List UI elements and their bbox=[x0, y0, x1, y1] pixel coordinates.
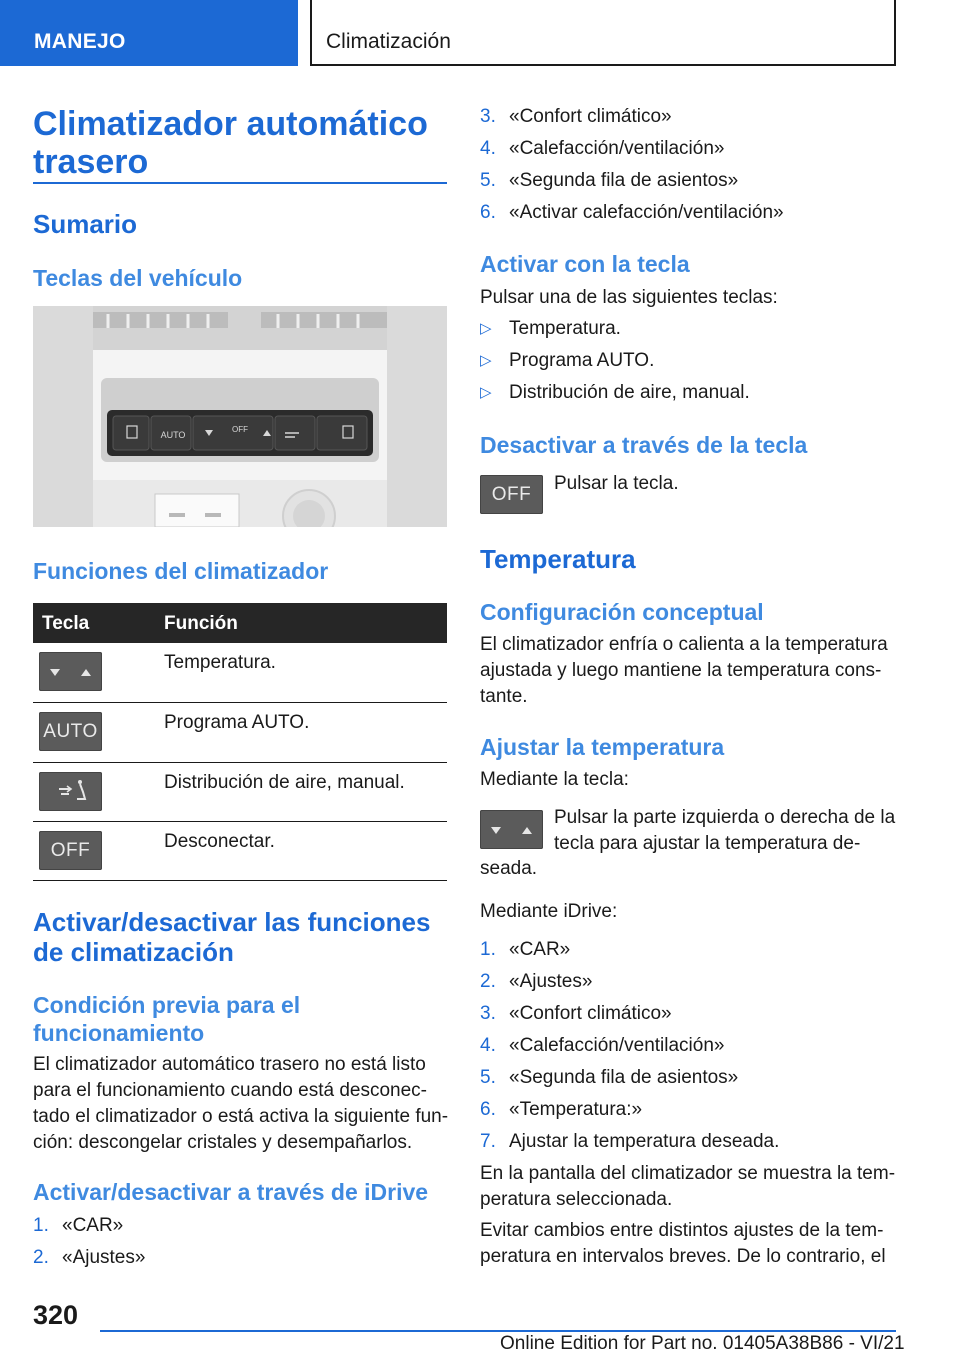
table-header-funcion: Función bbox=[164, 613, 238, 634]
page-title-line1: Climatizador automático bbox=[33, 105, 428, 143]
final-text-line: peratura en intervalos breves. De lo contrario, el bbox=[480, 1246, 886, 1267]
table-row-divider bbox=[33, 821, 447, 822]
final-text-line: peratura seleccionada. bbox=[480, 1189, 673, 1210]
table-row-divider bbox=[33, 880, 447, 881]
list-text: «Calefacción/ventilación» bbox=[509, 138, 725, 159]
list-text: «CAR» bbox=[62, 1215, 124, 1236]
temperature-arrows-key-icon bbox=[39, 652, 102, 691]
condicion-text-line: El climatizador automático trasero no está listo bbox=[33, 1054, 426, 1075]
list-number: 3. bbox=[480, 1003, 496, 1024]
heading-activar-line2: de climatización bbox=[33, 937, 234, 967]
heading-configuracion: Configuración conceptual bbox=[480, 599, 764, 625]
list-number: 5. bbox=[480, 170, 496, 191]
list-text: «Segunda fila de asientos» bbox=[509, 170, 739, 191]
heading-temperatura: Temperatura bbox=[480, 544, 636, 574]
list-number: 7. bbox=[480, 1131, 496, 1152]
table-header-tecla: Tecla bbox=[42, 613, 90, 634]
bullet-triangle-icon: ▷ bbox=[480, 352, 492, 369]
activar-tecla-text: Pulsar una de las siguientes teclas: bbox=[480, 287, 778, 308]
heading-activar-tecla: Activar con la tecla bbox=[480, 251, 690, 277]
ajustar-text-line: tecla para ajustar la temperatura de- bbox=[554, 833, 861, 854]
bullet-text: Programa AUTO. bbox=[509, 350, 655, 371]
bullet-triangle-icon: ▷ bbox=[480, 384, 492, 401]
off-key-label: OFF bbox=[491, 484, 532, 505]
table-row-text: Desconectar. bbox=[164, 831, 275, 852]
off-key-icon bbox=[480, 475, 543, 514]
heading-condicion-line1: Condición previa para el bbox=[33, 992, 301, 1018]
list-number: 5. bbox=[480, 1067, 496, 1088]
list-number: 2. bbox=[480, 971, 496, 992]
list-text: «Ajustes» bbox=[62, 1247, 146, 1268]
air-distribution-key-icon bbox=[39, 772, 102, 811]
list-number: 1. bbox=[480, 939, 496, 960]
temperature-arrows-key-icon bbox=[480, 810, 543, 849]
auto-key-icon bbox=[39, 712, 102, 751]
list-text: «Ajustes» bbox=[509, 971, 593, 992]
table-header bbox=[33, 603, 447, 643]
list-number: 2. bbox=[33, 1247, 49, 1268]
heading-teclas: Teclas del vehículo bbox=[33, 265, 243, 291]
list-text: «Segunda fila de asientos» bbox=[509, 1067, 739, 1088]
edition-text: Online Edition for Part no. 01405A38B86 - VI/21 bbox=[500, 1333, 905, 1354]
mediante-tecla-text: Mediante la tecla: bbox=[480, 769, 629, 790]
control-panel-photo bbox=[33, 306, 447, 527]
ajustar-text-line: seada. bbox=[480, 858, 538, 879]
pulsar-tecla-text: Pulsar la tecla. bbox=[554, 473, 679, 494]
list-text: «Activar calefacción/ventilación» bbox=[509, 202, 784, 223]
page-number: 320 bbox=[33, 1300, 79, 1330]
heading-idrive: Activar/desactivar a través de iDrive bbox=[33, 1179, 429, 1205]
heading-desactivar-tecla: Desactivar a través de la tecla bbox=[480, 432, 808, 458]
final-text-line: En la pantalla del climatizador se muestra la tem- bbox=[480, 1163, 896, 1184]
heading-funciones: Funciones del climatizador bbox=[33, 558, 329, 584]
table-row-divider bbox=[33, 702, 447, 703]
list-text: «Calefacción/ventilación» bbox=[509, 1035, 725, 1056]
heading-activar-line1: Activar/desactivar las funciones bbox=[33, 907, 431, 937]
table-row-divider bbox=[33, 762, 447, 763]
list-text: «CAR» bbox=[509, 939, 571, 960]
auto-key-label: AUTO bbox=[43, 721, 98, 742]
off-key-icon bbox=[39, 831, 102, 870]
configuracion-text-line: ajustada y luego mantiene la temperatura cons- bbox=[480, 660, 882, 681]
section-label: MANEJO bbox=[34, 30, 126, 53]
page-title-line2: trasero bbox=[33, 143, 149, 181]
list-number: 3. bbox=[480, 106, 496, 127]
section-tab bbox=[0, 0, 298, 66]
heading-ajustar: Ajustar la temperatura bbox=[480, 734, 725, 760]
photo-auto-label: AUTO bbox=[160, 430, 186, 440]
list-text: «Confort climático» bbox=[509, 1003, 672, 1024]
list-text: «Confort climático» bbox=[509, 106, 672, 127]
footer-rule bbox=[100, 1330, 896, 1332]
list-number: 4. bbox=[480, 1035, 496, 1056]
heading-sumario: Sumario bbox=[33, 209, 138, 239]
list-text: Ajustar la temperatura deseada. bbox=[509, 1131, 780, 1152]
list-number: 4. bbox=[480, 138, 496, 159]
condicion-text-line: ción: descongelar cristales y desempañarlos. bbox=[33, 1132, 413, 1153]
table-row-text: Temperatura. bbox=[164, 652, 276, 673]
topic-label: Climatización bbox=[326, 30, 451, 53]
list-number: 6. bbox=[480, 202, 496, 223]
mediante-idrive-text: Mediante iDrive: bbox=[480, 901, 618, 922]
title-rule bbox=[33, 182, 447, 184]
control-panel-illustration bbox=[33, 306, 447, 527]
list-number: 6. bbox=[480, 1099, 496, 1120]
condicion-text-line: para el funcionamiento cuando está desconec- bbox=[33, 1080, 427, 1101]
ajustar-text-line: Pulsar la parte izquierda o derecha de la bbox=[554, 807, 896, 828]
condicion-text-line: tado el climatizador o está activa la siguiente fun- bbox=[33, 1106, 449, 1127]
list-number: 1. bbox=[33, 1215, 49, 1236]
off-key-label: OFF bbox=[50, 840, 91, 861]
configuracion-text-line: tante. bbox=[480, 686, 528, 707]
photo-off-label: OFF bbox=[232, 425, 248, 434]
bullet-triangle-icon: ▷ bbox=[480, 320, 492, 337]
topic-tab bbox=[310, 0, 896, 66]
final-text-line: Evitar cambios entre distintos ajustes de la tem- bbox=[480, 1220, 884, 1241]
table-row-text: Programa AUTO. bbox=[164, 712, 310, 733]
list-text: «Temperatura:» bbox=[509, 1099, 643, 1120]
configuracion-text-line: El climatizador enfría o calienta a la temperatura bbox=[480, 634, 888, 655]
table-row-text: Distribución de aire, manual. bbox=[164, 772, 405, 793]
heading-condicion-line2: funcionamiento bbox=[33, 1020, 205, 1046]
bullet-text: Temperatura. bbox=[509, 318, 621, 339]
bullet-text: Distribución de aire, manual. bbox=[509, 382, 750, 403]
